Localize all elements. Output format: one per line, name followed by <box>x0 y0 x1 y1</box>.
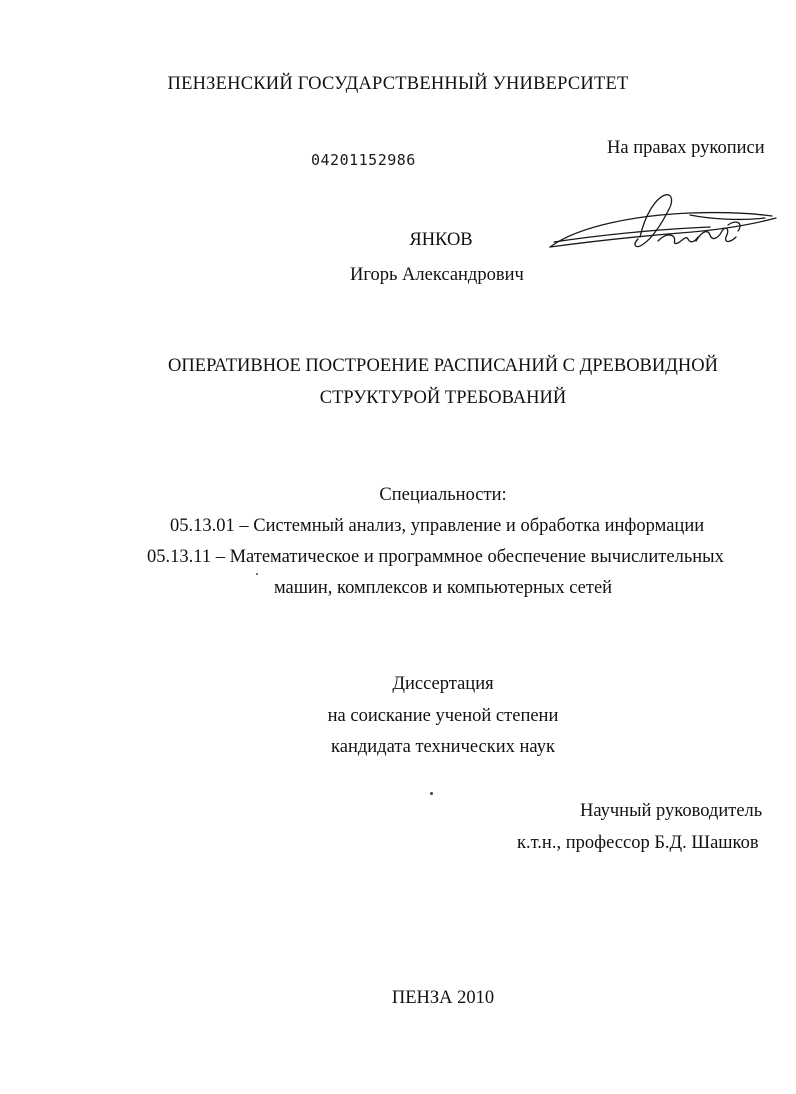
specialty-1: 05.13.01 – Системный анализ, управление и обработка информации <box>170 516 705 536</box>
dissertation-title-line1: ОПЕРАТИВНОЕ ПОСТРОЕНИЕ РАСПИСАНИЙ С ДРЕВОВИДНОЙ <box>168 356 718 376</box>
dissertation-label: Диссертация <box>392 674 494 694</box>
author-surname: ЯНКОВ <box>409 230 473 250</box>
advisor-label: Научный руководитель <box>580 801 763 821</box>
dissertation-title-line2: СТРУКТУРОЙ ТРЕБОВАНИЙ <box>319 388 567 408</box>
specialty-2-line1: 05.13.11 – Математическое и программное обеспечение вычислительных <box>147 547 724 567</box>
specialties-label: Специальности: <box>379 485 507 505</box>
rights-note: На правах рукописи <box>607 138 765 158</box>
scan-speck <box>256 573 258 575</box>
city-year: ПЕНЗА 2010 <box>391 988 495 1008</box>
degree-name: кандидата технических наук <box>331 737 555 757</box>
handwritten-signature <box>540 185 780 265</box>
author-given-names: Игорь Александрович <box>350 265 524 285</box>
specialty-2-line2: машин, комплексов и компьютерных сетей <box>273 578 613 598</box>
university-name: ПЕНЗЕНСКИЙ ГОСУДАРСТВЕННЫЙ УНИВЕРСИТЕТ <box>167 74 629 94</box>
degree-purpose: на соискание ученой степени <box>327 706 559 726</box>
scan-speck <box>430 792 433 795</box>
document-number: 04201152986 <box>311 151 416 169</box>
advisor-name: к.т.н., профессор Б.Д. Шашков <box>517 833 759 853</box>
